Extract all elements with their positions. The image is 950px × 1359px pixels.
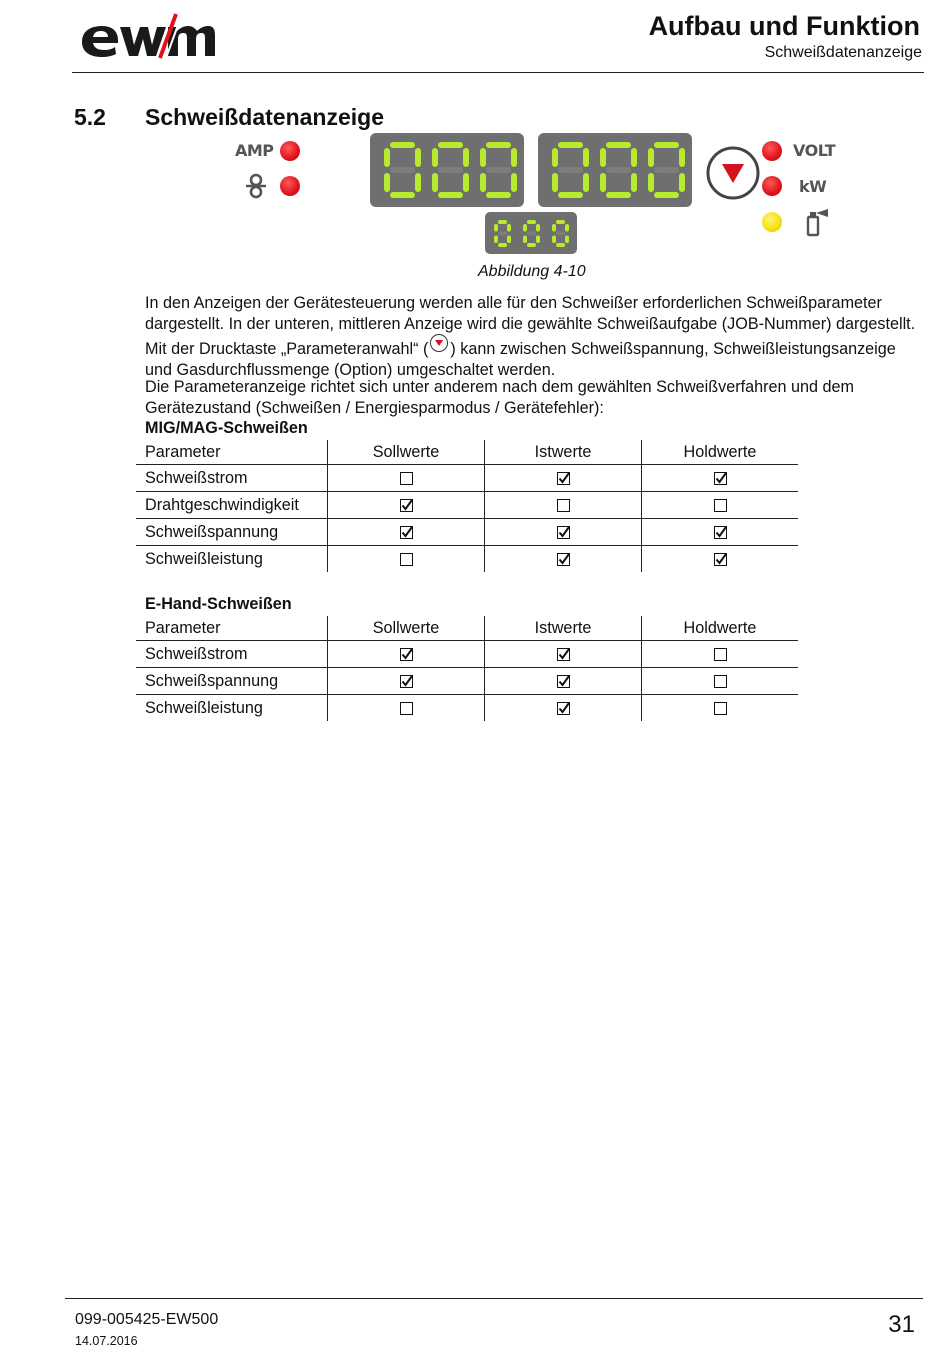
unchecked-box-icon [714,499,727,512]
display-segment [486,142,511,148]
display-segment [463,148,469,167]
display-segment [556,243,565,247]
left-display-digits [370,133,524,207]
table-header-row [136,440,798,465]
left-display [370,133,524,207]
display-segment [523,236,527,244]
display-segment [415,173,421,192]
display-segment [390,192,415,198]
table-row [136,492,798,519]
display-segment [552,173,558,192]
e-hand-heading: E-Hand-Schweißen [145,595,292,613]
display-segment [498,243,507,247]
column-header: Sollwerte [328,440,485,465]
section-number: 5.2 [74,104,106,130]
footer-divider [65,1298,923,1299]
value-cell [485,519,642,546]
display-segment [679,148,685,167]
value-cell [328,492,485,519]
unchecked-box-icon [557,499,570,512]
display-segment [606,142,631,148]
table-row [136,519,798,546]
display-segment [552,148,558,167]
value-cell [485,546,642,573]
column-header: Holdwerte [642,616,799,641]
checked-box-icon [557,675,570,688]
checked-box-icon [557,553,570,566]
document-number: 099-005425-EW500 [75,1311,219,1328]
display-segment [565,236,569,244]
unchecked-box-icon [400,553,413,566]
figure-caption: Abbildung 4-10 [478,263,586,280]
volt-label: VOLT [793,141,836,160]
table-row [136,641,798,668]
value-cell [485,668,642,695]
display-segment [498,220,507,224]
value-cell [642,641,799,668]
value-cell [485,641,642,668]
value-cell [642,546,799,573]
value-cell [642,668,799,695]
display-segment [552,224,556,232]
header-title: Aufbau und Funktion [648,11,920,41]
checked-box-icon [557,472,570,485]
display-segment [556,232,565,236]
display-segment [600,173,606,192]
mig-mag-table [136,440,798,572]
value-cell [328,519,485,546]
display-segment [583,148,589,167]
display-segment [494,236,498,244]
display-segment [565,224,569,232]
checked-box-icon [557,648,570,661]
value-cell [328,465,485,492]
gas-cylinder-icon [803,206,833,238]
display-segment [527,220,536,224]
job-display-digits [485,212,577,254]
intro-text-end: ) kann zwischen Schweißspannung, Schweißleistungsanzeige und Gasdurchflussmenge (Option) umgeschaltet werden. [145,340,896,379]
amp-led [280,141,300,161]
display-segment [631,148,637,167]
table-row [136,695,798,722]
right-display-digits [538,133,692,207]
display-segment [654,142,679,148]
value-cell [642,519,799,546]
column-header: Holdwerte [642,440,799,465]
value-cell [485,465,642,492]
header-divider [72,72,924,73]
table-row [136,546,798,573]
display-segment [511,148,517,167]
checked-box-icon [714,526,727,539]
checked-box-icon [557,526,570,539]
parameter-display-paragraph: Die Parameteranzeige richtet sich unter anderem nach dem gewählten Schweißverfahren und dem Gerätezustand (Schweißen / Energiesparmodus / Gerätefehler): [145,378,855,417]
amp-label: AMP [235,141,274,160]
checked-box-icon [400,526,413,539]
checked-box-icon [400,648,413,661]
display-segment [390,142,415,148]
kw-label: kW [799,177,827,196]
value-cell [485,492,642,519]
checked-box-icon [400,675,413,688]
checked-box-icon [400,499,413,512]
parameter-name: Schweißleistung [145,698,263,717]
checked-box-icon [714,553,727,566]
display-segment [498,232,507,236]
display-segment [527,243,536,247]
display-segment [463,173,469,192]
unchecked-box-icon [400,702,413,715]
parameter-name: Schweißspannung [136,519,328,546]
value-cell [328,695,485,722]
table-header-row [136,616,798,641]
value-cell [328,668,485,695]
intro-paragraph [145,293,925,380]
column-header: Istwerte [485,616,642,641]
parameter-select-button[interactable] [705,145,761,201]
wire-feed-icon [244,172,268,200]
display-segment [606,167,631,173]
mig-mag-heading: MIG/MAG-Schweißen [145,419,308,437]
job-display [485,212,577,254]
volt-led [762,141,782,161]
checked-box-icon [714,472,727,485]
display-segment [523,224,527,232]
header-subtitle: Schweißdatenanzeige [764,44,922,61]
column-header: Parameter [136,616,328,641]
checked-box-icon [557,702,570,715]
display-segment [438,192,463,198]
ewm-logo [80,12,215,64]
display-segment [654,167,679,173]
display-segment [438,167,463,173]
display-segment [556,220,565,224]
document-date: 14.07.2016 [75,1334,138,1348]
parameter-name: Schweißleistung [145,549,263,568]
display-segment [654,192,679,198]
display-segment [384,173,390,192]
display-segment [631,173,637,192]
unchecked-box-icon [400,472,413,485]
parameter-name: Schweißspannung [136,668,328,695]
display-segment [432,148,438,167]
display-segment [536,236,540,244]
unchecked-box-icon [714,675,727,688]
display-segment [415,148,421,167]
column-header: Istwerte [485,440,642,465]
display-segment [438,142,463,148]
parameter-name: Drahtgeschwindigkeit [136,492,328,519]
display-segment [600,148,606,167]
display-segment [552,236,556,244]
display-segment [648,148,654,167]
display-segment [390,167,415,173]
right-display [538,133,692,207]
display-segment [494,224,498,232]
display-segment [527,232,536,236]
display-segment [432,173,438,192]
gas-led [762,212,782,232]
value-cell [642,492,799,519]
display-segment [583,173,589,192]
display-segment [486,192,511,198]
page-number: 31 [888,1311,915,1338]
value-cell [328,641,485,668]
display-segment [480,173,486,192]
e-hand-table [136,616,798,721]
display-segment [507,224,511,232]
value-cell [642,465,799,492]
display-segment [384,148,390,167]
unchecked-box-icon [714,648,727,661]
display-segment [679,173,685,192]
parameter-name: Schweißstrom [136,465,328,492]
parameter-select-inline-icon [430,334,448,352]
intro-text-start: In den Anzeigen der Gerätesteuerung werden alle für den Schweißer erforderlichen Schweißparameter dargestellt. In der unteren, mittleren Anzeige wird die gewählte Schweißaufgabe (JOB-Nummer) dargestellt. Mit der Drucktaste „Parameteranwahl“ ( [145,294,916,358]
column-header: Parameter [136,440,328,465]
kw-led [762,176,782,196]
display-segment [507,236,511,244]
unchecked-box-icon [714,702,727,715]
display-segment [558,192,583,198]
column-header: Sollwerte [328,616,485,641]
table-row [136,668,798,695]
value-cell [485,695,642,722]
display-segment [536,224,540,232]
value-cell [328,546,485,573]
display-segment [648,173,654,192]
display-segment [558,167,583,173]
display-segment [486,167,511,173]
parameter-name: Schweißstrom [136,641,328,668]
value-cell [642,695,799,722]
display-segment [511,173,517,192]
display-segment [558,142,583,148]
table-row [136,465,798,492]
display-segment [606,192,631,198]
section-title: Schweißdatenanzeige [145,104,385,130]
wire-feed-led [280,176,300,196]
display-segment [480,148,486,167]
